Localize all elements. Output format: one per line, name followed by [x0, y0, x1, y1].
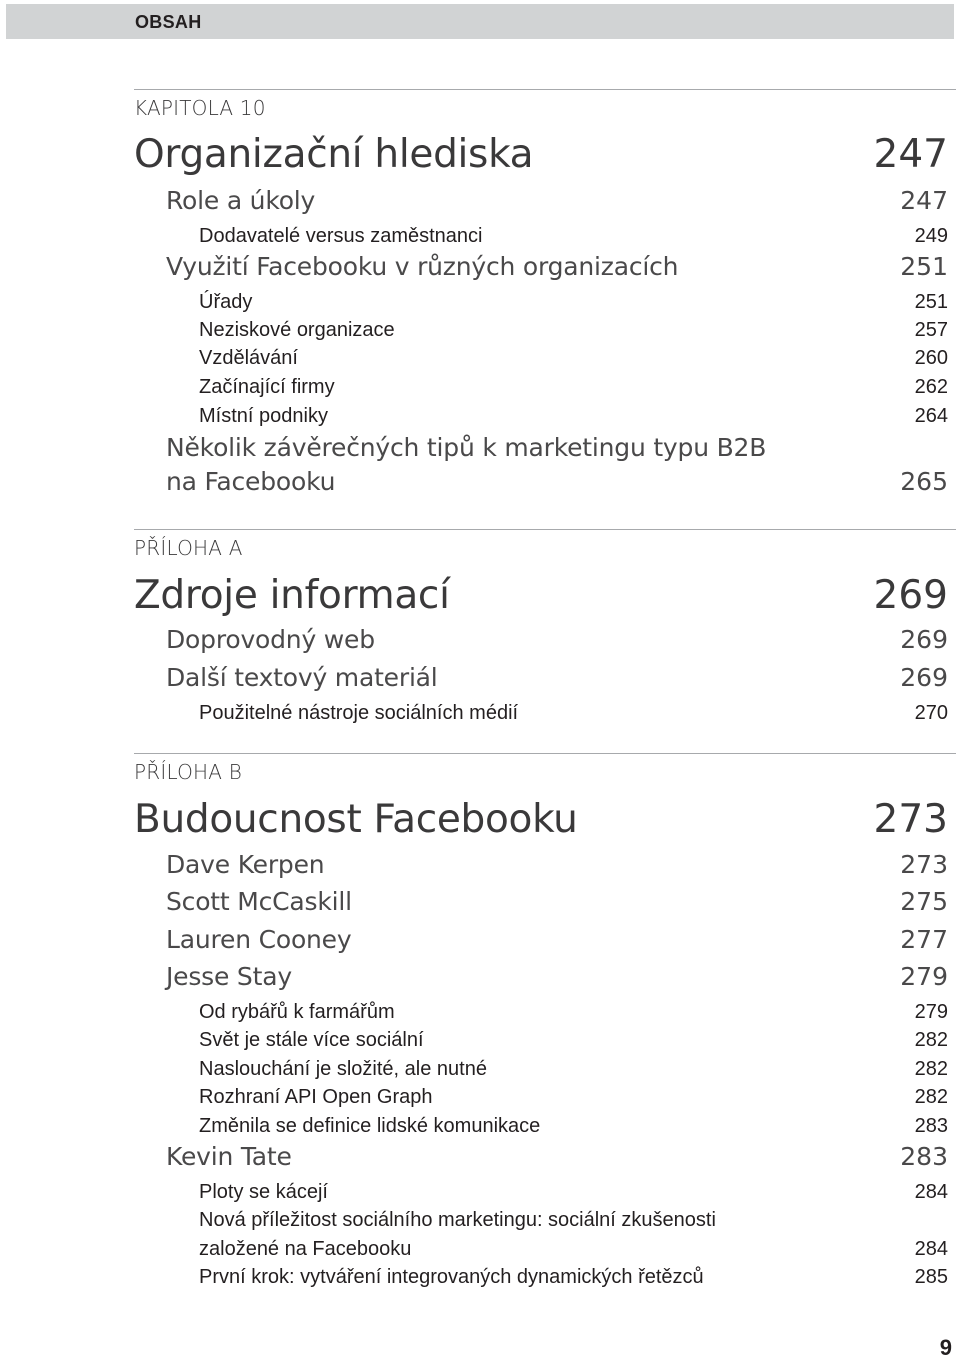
page-number: 9 — [939, 1335, 952, 1360]
appendix-label: PŘÍLOHA B — [134, 760, 243, 784]
header-bar — [6, 4, 954, 39]
chapter-title: Organizační hlediska — [134, 132, 534, 177]
section-divider — [134, 89, 956, 90]
header-title: OBSAH — [135, 12, 202, 32]
section-divider — [134, 529, 956, 530]
appendix-title: Budoucnost Facebooku — [134, 797, 578, 842]
chapter-label: KAPITOLA 10 — [134, 96, 266, 120]
section-divider — [134, 753, 956, 754]
appendix-label: PŘÍLOHA A — [134, 536, 243, 560]
chapter-page: 247 — [873, 132, 948, 177]
appendix-page: 269 — [873, 573, 948, 618]
appendix-title: Zdroje informací — [134, 573, 450, 618]
appendix-page: 273 — [873, 797, 948, 842]
